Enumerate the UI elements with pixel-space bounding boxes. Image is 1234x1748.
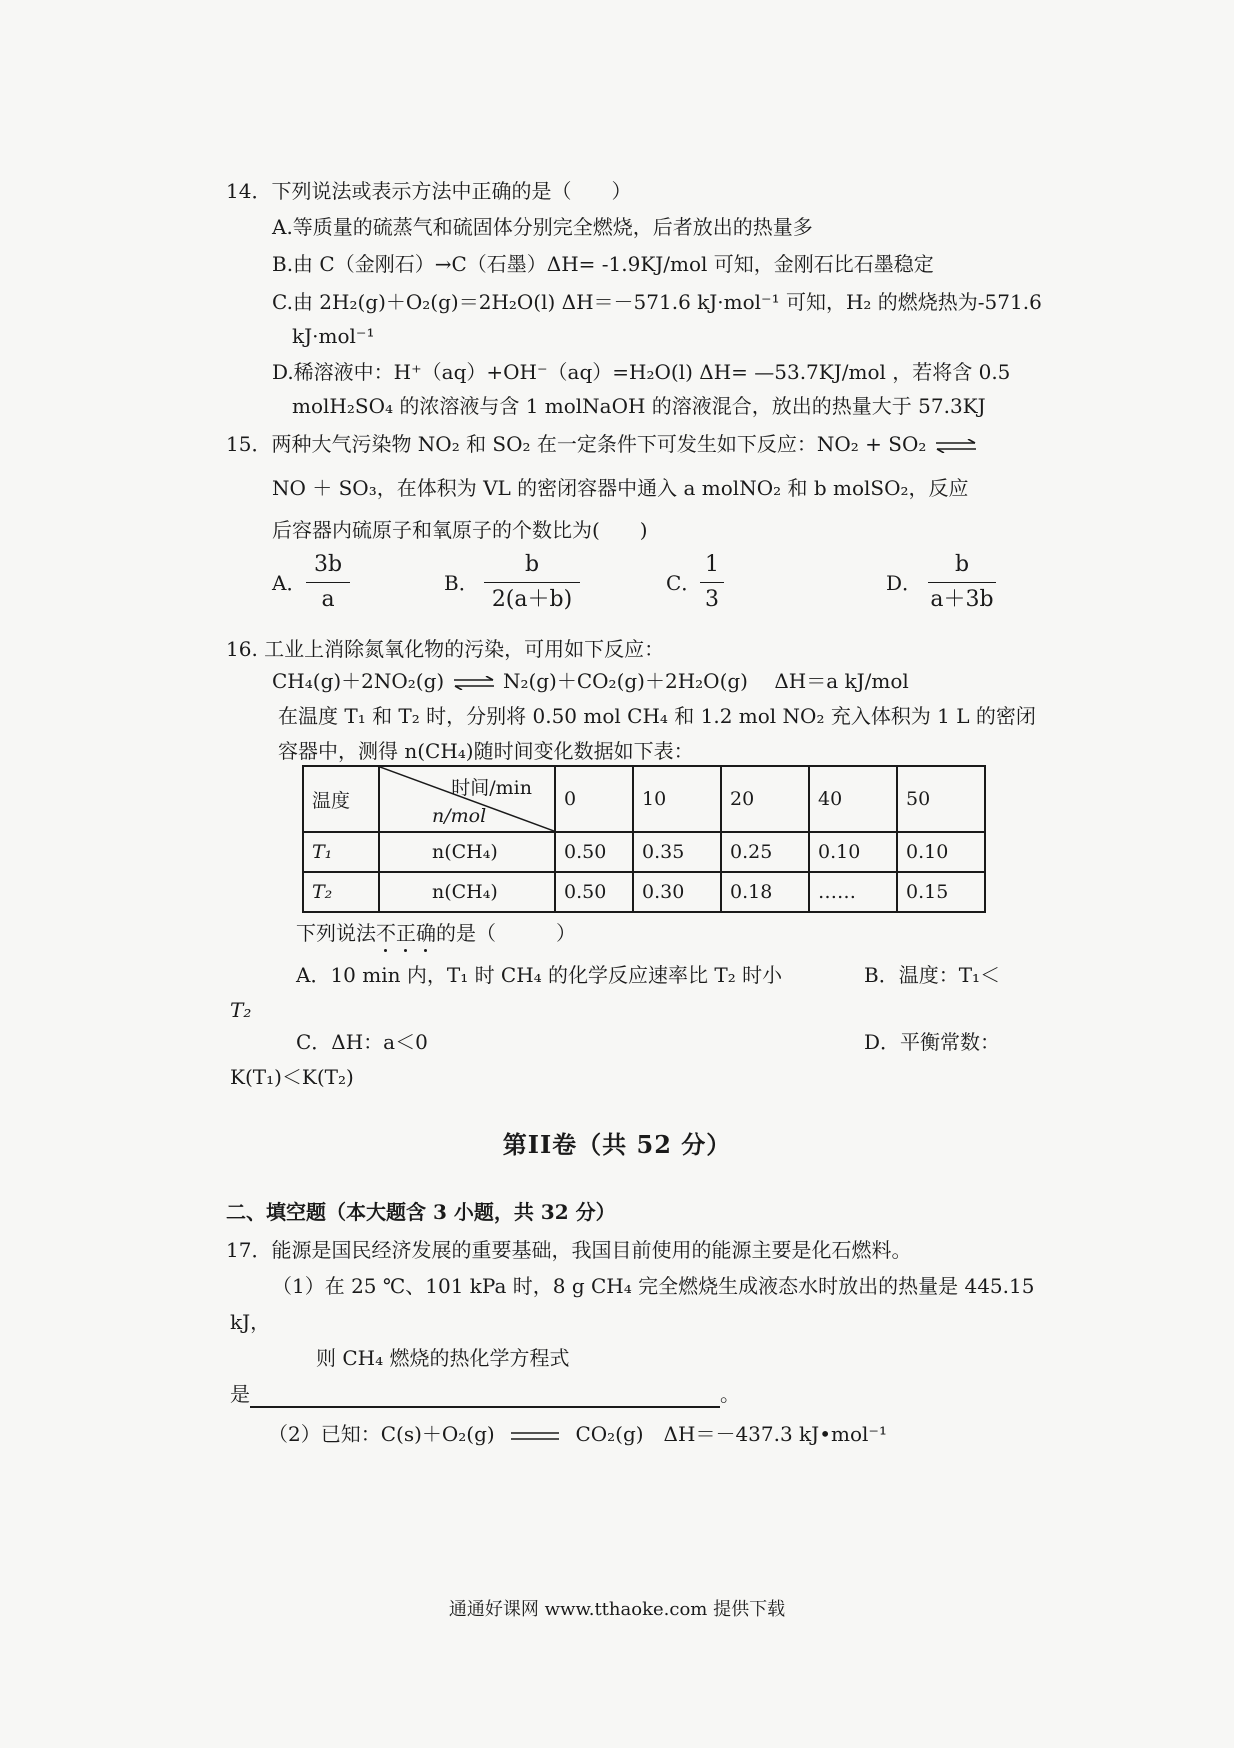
q16-option-b: B．温度：T₁＜ [864,963,1001,987]
table-row-label: n(CH₄) [379,872,555,912]
q15-option-a-label: A． [272,571,307,595]
equals-arrow-icon [511,1429,559,1443]
table-row [303,832,985,872]
q16-line3: 在温度 T₁ 和 T₂ 时，分别将 0.50 mol CH₄ 和 1.2 mol NO₂ 充入体积为 1 L 的密闭 [278,704,1036,728]
table-row [303,872,985,912]
q14-option-d: D.稀溶液中：H⁺（aq）+OH⁻（aq）=H₂O(l) ΔH= —53.7KJ/mol ，若将含 0.5 [272,360,1011,384]
emphasis-dot [424,949,427,952]
q15-line1 [226,430,979,458]
equilibrium-arrow-icon [935,439,977,453]
q17-stem: 17．能源是国民经济发展的重要基础，我国目前使用的能源主要是化石燃料。 [226,1238,912,1262]
q16-equation [272,667,909,695]
table-cell: …… [809,872,897,912]
q16-option-b-cont: T₂ [230,998,252,1022]
q17-part2-post: CO₂(g) ΔH＝－437.3 kJ•mol⁻¹ [575,1422,887,1446]
fraction-numerator: 1 [705,552,719,577]
table-cell: 0.30 [633,872,721,912]
fraction-bar [484,582,580,583]
q17-answer-line [230,1380,740,1408]
q17-part2 [268,1420,887,1448]
q16-equation-right: N₂(g)＋CO₂(g)＋2H₂O(g) ΔH＝a kJ/mol [502,669,909,693]
q17-answer-prefix: 是 [230,1382,250,1406]
table-cell: 0.50 [555,832,633,872]
q16-ask-pre: 下列说法 [296,921,376,945]
answer-blank[interactable] [250,1384,720,1408]
q16-option-c: C．ΔH：a＜0 [296,1030,428,1054]
fraction-numerator: 3b [313,552,343,577]
table-cell: 0.50 [555,872,633,912]
q16-ask-emphasis-text: 不正确 [376,921,436,945]
q17-part2-pre: （2）已知：C(s)＋O₂(g) [268,1422,495,1446]
q16-equation-left: CH₄(g)＋2NO₂(g) [272,669,445,693]
emphasis-dot [404,949,407,952]
fraction-numerator: b [524,552,540,577]
q15-option-b-label: B． [444,571,479,595]
table-cell: 0.15 [897,872,985,912]
table-cell: 0.18 [721,872,809,912]
table-cell: 0.25 [721,832,809,872]
q14-option-b: B.由 C（金刚石）→C（石墨）ΔH= -1.9KJ/mol 可知，金刚石比石墨稳定 [272,252,934,276]
q14-option-c-cont: kJ·mol⁻¹ [292,324,375,348]
table-cell: 0.10 [897,832,985,872]
page-footer: 通通好课网 www.tthaoke.com 提供下载 [448,1599,786,1620]
q14-option-a: A.等质量的硫蒸气和硫固体分别完全燃烧，后者放出的热量多 [272,215,813,239]
q15-option-d-label: D． [886,571,923,595]
emphasis-dot [384,949,387,952]
q14-stem: 14．下列说法或表示方法中正确的是（ ） [226,179,632,203]
table-header-temp: 温度 [303,766,379,832]
equilibrium-arrow-icon [453,676,495,690]
table-header-row [303,766,985,832]
q17-part1-cont: kJ， [230,1310,271,1334]
q16-option-d-cont: K(T₁)＜K(T₂) [230,1065,354,1089]
q17-part1: （1）在 25 ℃、101 kPa 时，8 g CH₄ 完全燃烧生成液态水时放出的热量是 445.15 [272,1274,1035,1298]
part2-title: 第II卷（共 52 分） [502,1130,732,1159]
section-heading: 二、填空题（本大题含 3 小题，共 32 分） [226,1200,616,1224]
fraction-denominator: a [321,587,335,612]
q16-ask [296,919,576,947]
q16-option-d: D．平衡常数： [864,1030,1001,1054]
table-header-time: 时间/min [451,777,532,799]
fraction-denominator: a＋3b [930,587,994,612]
table-header-time-50: 50 [897,766,985,832]
q15-option-a-fraction [306,550,350,615]
q16-data-table [302,765,986,913]
q14-option-d-cont: molH₂SO₄ 的浓溶液与含 1 molNaOH 的溶液混合，放出的热量大于 57.3KJ [292,394,986,418]
q15-option-d-fraction [928,550,996,615]
q15-line3: 后容器内硫原子和氧原子的个数比为( ) [272,518,648,542]
table-cell: 0.10 [809,832,897,872]
q16-ask-emphasis [376,921,436,945]
table-header-time-40: 40 [809,766,897,832]
q15-option-c-label: C． [666,571,702,595]
q15-option-c-fraction [700,550,724,615]
table-header-time-10: 10 [633,766,721,832]
table-row-temp: T₂ [303,872,379,912]
q15-option-b-fraction [484,550,580,615]
q15-line2: NO ＋ SO₃，在体积为 VL 的密闭容器中通入 a molNO₂ 和 b molSO₂，反应 [272,476,969,500]
q17-part1-prompt: 则 CH₄ 燃烧的热化学方程式 [316,1346,570,1370]
fraction-bar [306,582,350,583]
table-header-n: n/mol [432,805,487,827]
q15-line1-text: 15．两种大气污染物 NO₂ 和 SO₂ 在一定条件下可发生如下反应：NO₂ + SO₂ [226,432,927,456]
table-cell: 0.35 [633,832,721,872]
table-header-time-20: 20 [721,766,809,832]
fraction-denominator: 3 [705,587,719,612]
q16-ask-post: 的是（ ） [436,921,576,945]
fraction-denominator: 2(a＋b) [491,587,573,612]
table-row-temp: T₁ [303,832,379,872]
q14-option-c: C.由 2H₂(g)＋O₂(g)＝2H₂O(l) ΔH＝－571.6 kJ·mol⁻¹ 可知，H₂ 的燃烧热为-571.6 [272,290,1042,314]
q16-option-a: A．10 min 内，T₁ 时 CH₄ 的化学反应速率比 T₂ 时小 [296,963,783,987]
q16-line1: 16. 工业上消除氮氧化物的污染，可用如下反应： [226,637,665,661]
fraction-bar [700,582,724,583]
q17-answer-suffix: 。 [720,1382,740,1406]
table-header-diagonal-cell [379,766,555,832]
fraction-bar [928,582,996,583]
table-header-time-0: 0 [555,766,633,832]
table-row-label: n(CH₄) [379,832,555,872]
fraction-numerator: b [954,552,970,577]
q16-line4: 容器中，测得 n(CH₄)随时间变化数据如下表： [278,739,694,763]
